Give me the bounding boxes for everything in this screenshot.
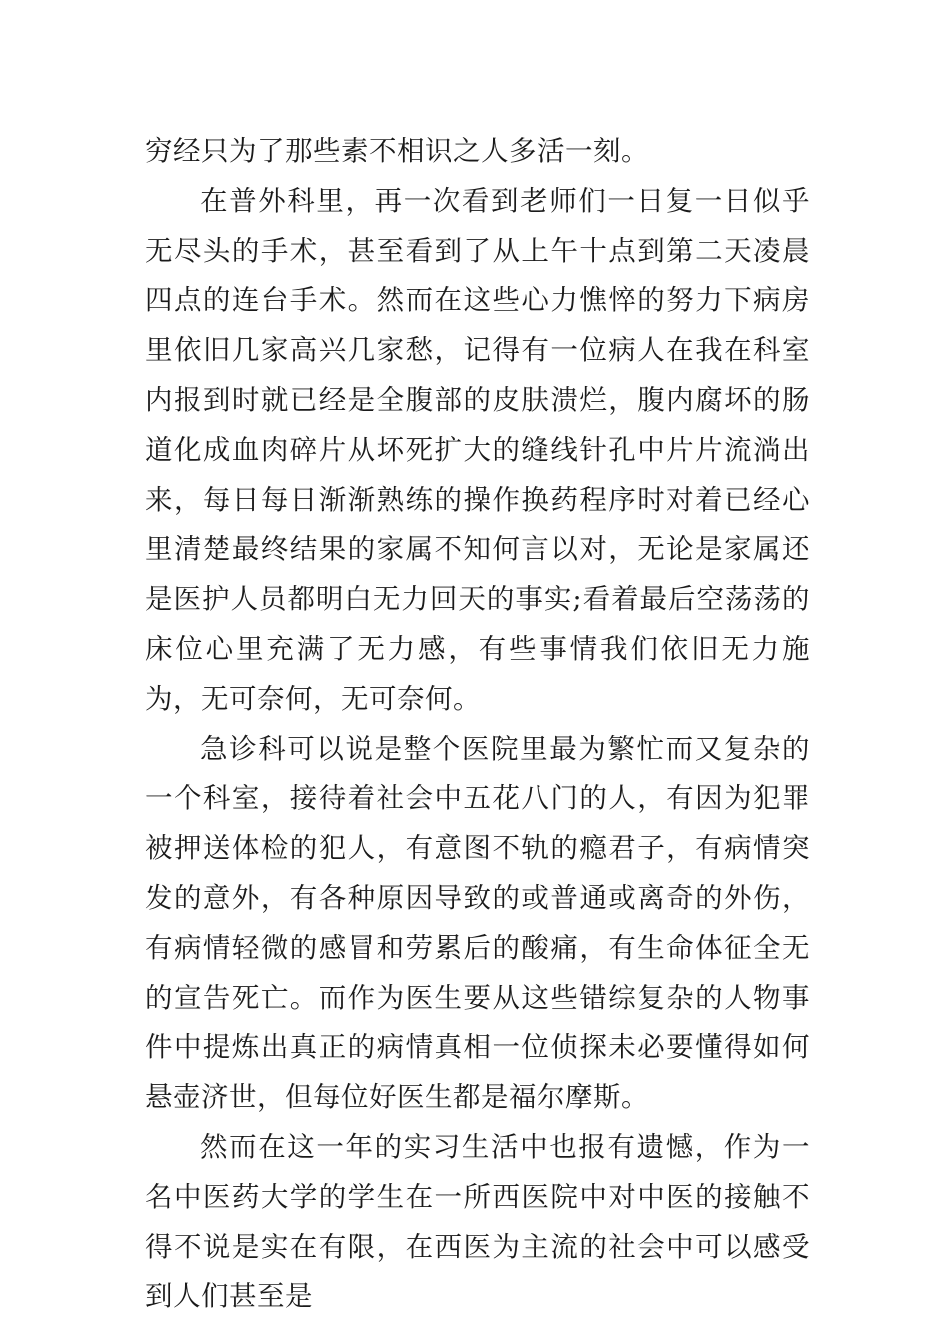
paragraph-surgery: 在普外科里，再一次看到老师们一日复一日似乎无尽头的手术，甚至看到了从上午十点到第二天凌晨四点的连台手术。然而在这些心力憔悴的努力下病房里依旧几家高兴几家愁，记得有一位病人在我在科室内报到时就已经是全腹部的皮肤溃烂，腹内腐坏的肠道化成血肉碎片从坏死扩大的缝线针孔中片片流淌出来，每日每日渐渐熟练的操作换药程序时对着已经心里清楚最终结果的家属不知何言以对，无论是家属还是医护人员都明白无力回天的事实;看着最后空荡荡的床位心里充满了无力感，有些事情我们依旧无力施为，无可奈何，无可奈何。 bbox=[145, 184, 810, 715]
paragraph-emergency: 急诊科可以说是整个医院里最为繁忙而又复杂的一个科室，接待着社会中五花八门的人，有因为犯罪被押送体检的犯人，有意图不轨的瘾君子，有病情突发的意外，有各种原因导致的或普通或离奇的外伤，有病情轻微的感冒和劳累后的酸痛，有生命体征全无的宣告死亡。而作为医生要从这些错综复杂的人物事件中提炼出真正的病情真相一位侦探未必要懂得如何悬壶济世，但每位好医生都是福尔摩斯。 bbox=[145, 732, 810, 1114]
paragraph-continued: 穷经只为了那些素不相识之人多活一刻。 bbox=[145, 135, 649, 167]
body-text bbox=[145, 127, 810, 1322]
paragraph-regret: 然而在这一年的实习生活中也报有遗憾，作为一名中医药大学的学生在一所西医院中对中医的接触不得不说是实在有限，在西医为主流的社会中可以感受到人们甚至是 bbox=[145, 1130, 810, 1313]
